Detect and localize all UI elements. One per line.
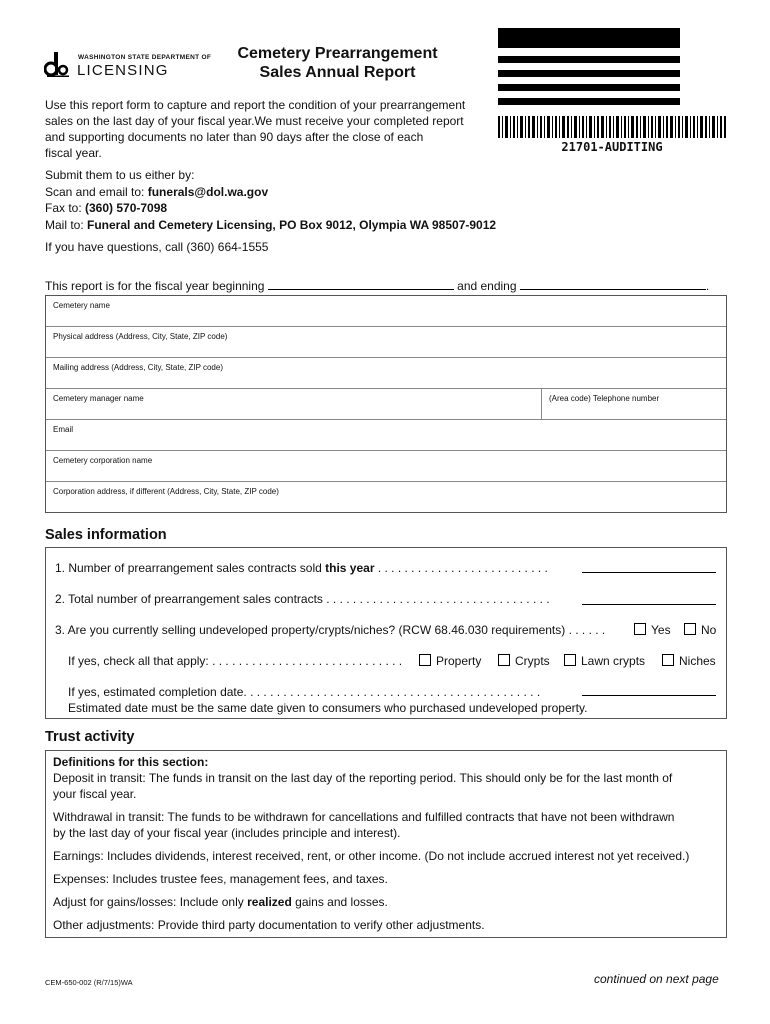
fiscal-end-field[interactable] bbox=[520, 279, 706, 290]
sales-q3-no[interactable] bbox=[684, 623, 716, 637]
sales-q2: 2. Total number of prearrangement sales contracts . . . . . . . . . . . . . . . . . . . . . . . . . . . . . . . . . . bbox=[55, 592, 550, 606]
option-label: Niches bbox=[679, 654, 716, 668]
submit-heading: Submit them to us either by: bbox=[45, 168, 195, 182]
questions-phone: If you have questions, call (360) 664-1555 bbox=[45, 240, 269, 254]
checkbox-icon[interactable] bbox=[498, 654, 510, 666]
intro-line: fiscal year. bbox=[45, 146, 102, 160]
intro-line: Use this report form to capture and report the condition of your prearrangement bbox=[45, 98, 466, 112]
field-label: Cemetery manager name bbox=[53, 394, 144, 403]
def-expenses: Expenses: Includes trustee fees, management fees, and taxes. bbox=[53, 872, 388, 886]
trust-heading: Trust activity bbox=[45, 729, 135, 745]
physical-address-field[interactable] bbox=[46, 326, 726, 357]
option-label: Crypts bbox=[515, 654, 550, 668]
continued-note: continued on next page bbox=[594, 972, 719, 986]
field-label: Mailing address (Address, City, State, ZIP code) bbox=[53, 363, 223, 372]
cemetery-info-box bbox=[45, 295, 727, 513]
cemetery-name-field[interactable] bbox=[46, 296, 726, 326]
submit-mail-label: Mail to: bbox=[45, 217, 88, 232]
dol-logo-icon bbox=[44, 50, 70, 78]
sales-q3c-note: Estimated date must be the same date given to consumers who purchased undeveloped property. bbox=[68, 701, 588, 715]
agency-name-line2: LICENSING bbox=[77, 62, 169, 79]
sales-q1-answer[interactable] bbox=[582, 571, 716, 573]
def-adjust-suffix: gains and losses. bbox=[291, 895, 388, 909]
sales-q1-dots: . . . . . . . . . . . . . . . . . . . . . . . . . . bbox=[374, 561, 548, 575]
fiscal-year-line bbox=[45, 279, 727, 293]
sales-q1-text: 1. Number of prearrangement sales contracts sold bbox=[55, 561, 326, 575]
sales-q1-bold: this year bbox=[325, 561, 375, 575]
def-adjust bbox=[53, 894, 718, 910]
dol-logo bbox=[44, 50, 212, 80]
option-niches[interactable] bbox=[662, 654, 716, 668]
field-label: Physical address (Address, City, State, ZIP code) bbox=[53, 332, 228, 341]
submit-instructions bbox=[45, 167, 645, 233]
submit-email-label: Scan and email to: bbox=[45, 184, 148, 199]
agency-name-line1: WASHINGTON STATE DEPARTMENT OF bbox=[78, 54, 212, 61]
yes-label: Yes bbox=[651, 623, 671, 637]
intro-paragraph bbox=[45, 97, 495, 161]
no-label: No bbox=[701, 623, 717, 637]
completion-date-answer[interactable] bbox=[582, 694, 716, 696]
option-label: Lawn crypts bbox=[581, 654, 646, 668]
fiscal-end-label: and ending bbox=[457, 279, 517, 293]
sales-info-box bbox=[45, 547, 727, 719]
sales-q3-yes[interactable] bbox=[634, 623, 671, 637]
manager-name-field[interactable] bbox=[46, 389, 541, 419]
office-use-bars bbox=[498, 28, 680, 105]
field-label: (Area code) Telephone number bbox=[549, 394, 660, 403]
telephone-field[interactable] bbox=[542, 389, 726, 419]
field-label: Corporation address, if different (Address, City, State, ZIP code) bbox=[53, 487, 279, 496]
submit-mail-value: Funeral and Cemetery Licensing, PO Box 9012, Olympia WA 98507-9012 bbox=[87, 217, 497, 232]
fiscal-begin-field[interactable] bbox=[268, 279, 454, 290]
submit-email-link[interactable]: funerals@dol.wa.gov bbox=[147, 184, 269, 199]
def-adjust-text: Adjust for gains/losses: Include only bbox=[53, 895, 248, 909]
sales-q3b: If yes, check all that apply: . . . . . . . . . . . . . . . . . . . . . . . . . . . . . bbox=[68, 654, 403, 668]
email-field[interactable] bbox=[46, 419, 726, 450]
fiscal-begin-label: This report is for the fiscal year beginning bbox=[45, 279, 265, 293]
definitions-heading: Definitions for this section: bbox=[53, 755, 209, 769]
barcode-label: 21701-AUDITING bbox=[561, 140, 663, 154]
option-property[interactable] bbox=[419, 654, 481, 668]
sales-heading: Sales information bbox=[45, 527, 167, 543]
def-other: Other adjustments: Provide third party documentation to verify other adjustments. bbox=[53, 918, 485, 932]
form-title-line2: Sales Annual Report bbox=[259, 64, 416, 81]
submit-email-line bbox=[45, 184, 645, 201]
submit-mail-line bbox=[45, 217, 645, 234]
corporation-name-field[interactable] bbox=[46, 450, 726, 481]
corporation-address-field[interactable] bbox=[46, 481, 726, 512]
checkbox-icon[interactable] bbox=[684, 623, 696, 635]
def-deposit-line1: Deposit in transit: The funds in transit on the last day of the reporting period. This should only be for the last month of bbox=[53, 771, 673, 785]
mailing-address-field[interactable] bbox=[46, 357, 726, 388]
field-label: Cemetery name bbox=[53, 301, 110, 310]
field-label: Cemetery corporation name bbox=[53, 456, 153, 465]
trust-definitions-box bbox=[45, 750, 727, 938]
option-crypts[interactable] bbox=[498, 654, 550, 668]
sales-q3: 3. Are you currently selling undeveloped property/crypts/niches? (RCW 68.46.030 requirements) . . . . . . bbox=[55, 623, 606, 637]
sales-q1 bbox=[55, 561, 548, 575]
submit-fax-value: (360) 570-7098 bbox=[85, 201, 168, 215]
intro-line: and supporting documents no later than 90 days after the close of each bbox=[45, 130, 424, 144]
form-title bbox=[205, 44, 470, 82]
submit-fax-line bbox=[45, 200, 645, 217]
def-earnings: Earnings: Includes dividends, interest received, rent, or other income. (Do not include accrued interest not yet received.) bbox=[53, 849, 690, 863]
def-deposit-line2: your fiscal year. bbox=[53, 787, 137, 801]
sales-q3c: If yes, estimated completion date. . . . . . . . . . . . . . . . . . . . . . . . . . . . . . . . . . . . . . . . . . . . . bbox=[68, 685, 541, 699]
field-label: Email bbox=[53, 425, 74, 434]
def-withdrawal-line1: Withdrawal in transit: The funds to be withdrawn for cancellations and fulfilled contracts that have not been withdrawn bbox=[53, 810, 675, 824]
intro-line: sales on the last day of your fiscal year.We must receive your completed report bbox=[45, 114, 464, 128]
def-withdrawal-line2: by the last day of your fiscal year (includes principle and interest). bbox=[53, 826, 401, 840]
barcode-image bbox=[498, 116, 726, 138]
manager-row bbox=[46, 388, 726, 419]
checkbox-icon[interactable] bbox=[419, 654, 431, 666]
option-lawn-crypts[interactable] bbox=[564, 654, 645, 668]
sales-q2-answer[interactable] bbox=[582, 603, 716, 605]
submit-fax-label: Fax to: bbox=[45, 201, 86, 215]
checkbox-icon[interactable] bbox=[634, 623, 646, 635]
def-adjust-bold: realized bbox=[247, 895, 292, 909]
checkbox-icon[interactable] bbox=[662, 654, 674, 666]
fiscal-period: . bbox=[705, 279, 710, 293]
form-title-line1: Cemetery Prearrangement bbox=[237, 45, 438, 62]
option-label: Property bbox=[436, 654, 482, 668]
form-number: CEM-650-002 (R/7/15)WA bbox=[45, 978, 133, 987]
checkbox-icon[interactable] bbox=[564, 654, 576, 666]
